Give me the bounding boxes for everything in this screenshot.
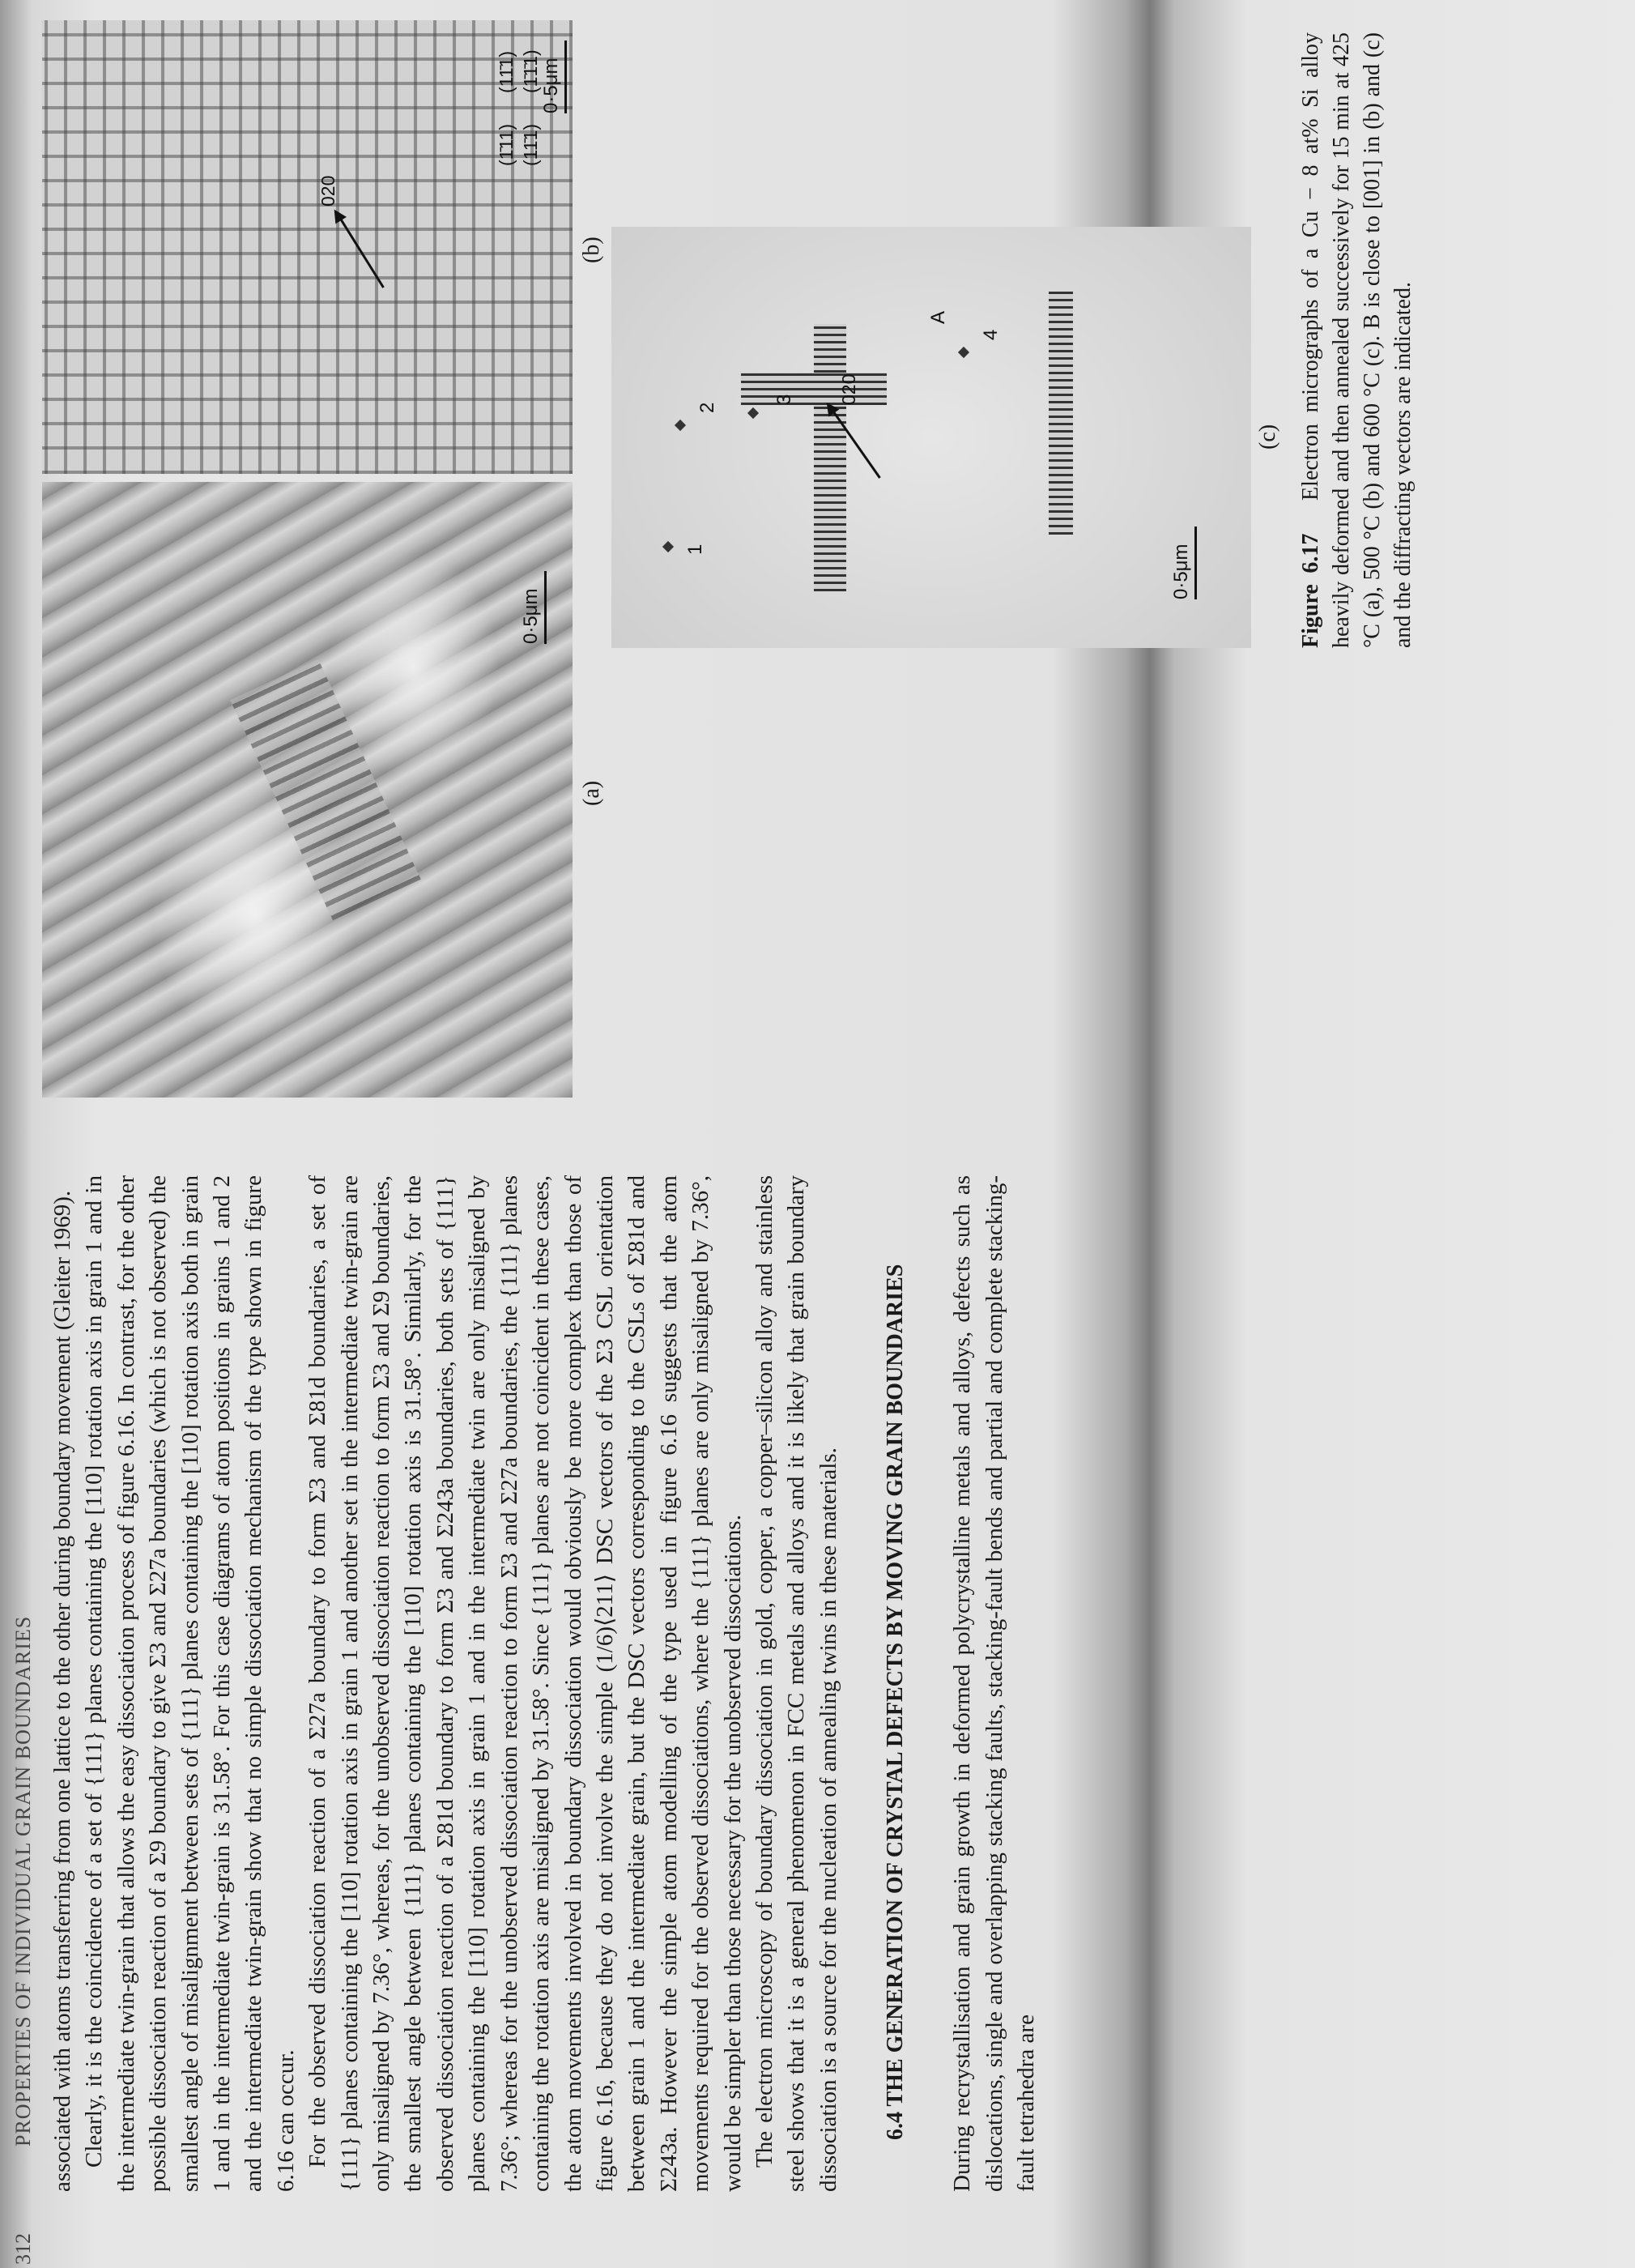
- section-heading: 6.4 THE GENERATION OF CRYSTAL DEFECTS BY MOVING GRAIN BOUNDARIES: [883, 1264, 909, 2140]
- paragraph: associated with atoms transferring from one lattice to the other during boundary movement (Gleiter 1969).: [49, 1190, 75, 2192]
- scale-bar: [1170, 526, 1197, 599]
- stacking-fault: [1049, 292, 1073, 535]
- left-page: [0, 1134, 1635, 2268]
- panel-label-b: (b): [579, 237, 604, 263]
- paragraph: For the observed dissociation reaction of a Σ27a boundary to form Σ3 and Σ81d boundaries, a set of {111} planes containing the [110] rotation axis in grain 1 and another set in the intermediate twin-grain are only misaligned by 7.36°, whereas, for the unobserved dissociation reaction to form Σ3 and Σ9 boundaries, the smallest angle between {111} planes containing the [110] rotation axis is 31.58°. Similarly, for the observed dissociation reaction of a Σ81d boundary to form Σ3 and Σ243a boundaries, both sets of {111} planes containing the [110] rotation axis in grain 1 and in the intermediate twin are only misaligned by 7.36°; whereas for the unobserved dissociation reaction to form Σ3 and Σ27a boundaries, the {111} planes containing the rotation axis are misaligned by 31.58°. Since {111} planes are not coincident in these cases, the atom movements involved in boundary dissociation would obviously be more complex than those of figure 6.16, because they do not involve the simple (1/6)⟨211⟩ DSC vectors of the Σ3 CSL orientation between grain 1 and the intermediate grain, but the DSC vectors corresponding to the CSLs of Σ81d and Σ243a. However the simple atom modelling of the type used in figure 6.16 suggests that the atom movements required for the observed dissociations, where the {111} planes are only misaligned by 7.36°, would be simpler than those necessary for the unobserved dissociations.: [304, 1175, 746, 2192]
- plane-label: (1̄1̄1): [520, 49, 541, 93]
- scale-bar-line: [1194, 526, 1197, 599]
- panel-label-c: (c): [1255, 424, 1280, 450]
- scale-bar: [540, 40, 567, 113]
- plane-label: (11̄1): [520, 124, 541, 166]
- stacking-fault: [814, 324, 846, 591]
- micrograph-c: [611, 227, 1251, 648]
- caption-text: Electron micrographs of a Cu − 8 at% Si alloy heavily deformed and then annealed successively for 15 min at 425 °C (a), 500 °C (b) and 600 °C (c). B is close to [001] in (b) and (c) and the diffracting vectors are indicated.: [1298, 32, 1416, 648]
- diffraction-vector-label: 020: [317, 175, 338, 207]
- plane-label: (1̄11): [496, 124, 517, 166]
- diffraction-vector-label: 020: [838, 373, 859, 405]
- scale-bar: [520, 571, 547, 644]
- paragraph: During recrystallisation and grain growth in deformed polycrystalline metals and alloys, defects such as dislocations, single and overlapping stacking faults, stacking-fault bends and partial and complete stacking-fault tetrahedra are: [949, 1175, 1039, 2192]
- defect-number: 3: [773, 394, 795, 405]
- paragraph: Clearly, it is the coincidence of a set of {111} planes containing the [110] rotation axis in grain 1 and in the intermediate twin-grain that allows the easy dissociation process of figure 6.16. In contrast, for the other possible dissociation reaction of a Σ9 boundary to give Σ3 and Σ27a boundaries (which is not observed) the smallest angle of misalignment between sets of {111} planes containing the [110] rotation axis both in grain 1 and in the intermediate twin-grain is 31.58°. For this case diagrams of atom positions in grains 1 and 2 and the intermediate twin-grain show that no simple dissociation mechanism of the type shown in figure 6.16 can occur.: [81, 1175, 299, 2192]
- stacking-fault: [741, 373, 887, 405]
- figure-caption: [1296, 32, 1419, 648]
- scale-bar-label: 0·5μm: [520, 588, 542, 644]
- defect-marker: [747, 407, 759, 419]
- defect-number: 2: [696, 402, 718, 413]
- plane-label: (11̄1): [496, 51, 517, 93]
- diffraction-vector-arrow: [335, 211, 385, 288]
- defect-number: 1: [684, 544, 706, 555]
- page-number: 312: [11, 2233, 35, 2265]
- panel-label-a: (a): [579, 780, 604, 806]
- defect-letter: A: [927, 310, 949, 324]
- body-text: [47, 1175, 1042, 2192]
- defect-number: 4: [980, 329, 1002, 340]
- scale-bar-line: [544, 571, 547, 644]
- defect-marker: [958, 347, 969, 358]
- micrograph-b: [42, 20, 573, 474]
- running-head: PROPERTIES OF INDIVIDUAL GRAIN BOUNDARIES: [11, 1615, 35, 2146]
- scale-bar-line: [564, 40, 567, 113]
- defect-marker: [662, 541, 674, 552]
- caption-label: Figure 6.17: [1298, 533, 1323, 648]
- paragraph: The electron microscopy of boundary dissociation in gold, copper, a copper–silicon alloy and stainless steel shows that it is a general phenomenon in FCC metals and alloys and it is likely that grain boundary dissociation is a source for the nucleation of annealing twins in these materials.: [751, 1175, 841, 2192]
- scale-bar-label: 0·5μm: [540, 58, 562, 113]
- defect-marker: [675, 420, 686, 431]
- scale-bar-label: 0·5μm: [1170, 544, 1192, 599]
- micrograph-a: [42, 482, 573, 1098]
